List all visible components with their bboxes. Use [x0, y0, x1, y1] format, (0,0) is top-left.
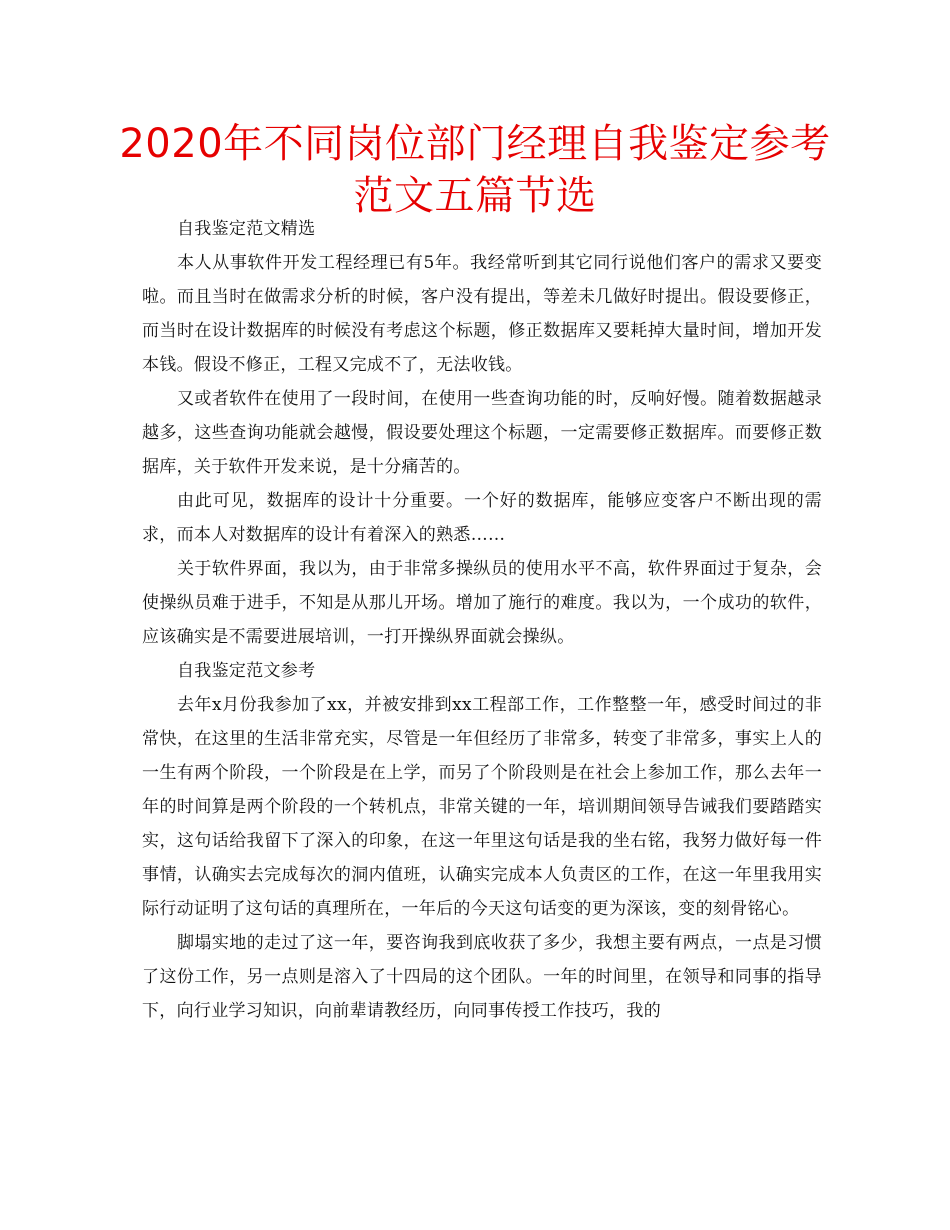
section-heading-selected: 自我鉴定范文精选	[177, 219, 316, 239]
paragraph: 本人从事软件开发工程经理已有5年。我经常听到其它同行说他们客户的需求又要变啦。而且当时在做需求分析的时候，客户没有提出，等差未几做好时提出。假设要修正，而当时在设计数据库的时候没有考虑这个标题，修正数据库又要耗掉大量时间，增加开发本钱。假设不修正，工程又完成不了，无法收钱。	[142, 253, 822, 375]
paragraph: 由此可见，数据库的设计十分重要。一个好的数据库，能够应变客户不断出现的需求，而本人对数据库的设计有着深入的熟悉……	[142, 491, 822, 545]
paragraph: 又或者软件在使用了一段时间，在使用一些查询功能的时，反响好慢。随着数据越录越多，这些查询功能就会越慢，假设要处理这个标题，一定需要修正数据库。而要修正数据库，关于软件开发来说，是十分痛苦的。	[142, 389, 822, 477]
paragraph: 关于软件界面，我以为，由于非常多操纵员的使用水平不高，软件界面过于复杂，会使操纵员难于进手，不知是从那儿开场。增加了施行的难度。我以为，一个成功的软件，应该确实是不需要进展培训，一打开操纵界面就会操纵。	[142, 559, 822, 647]
paragraph: 脚塌实地的走过了这一年，要咨询我到底收获了多少，我想主要有两点，一点是习惯了这份工作，另一点则是溶入了十四局的这个团队。一年的时间里，在领导和同事的指导下，向行业学习知识，向前辈请教经历，向同事传授工作技巧，我的	[142, 933, 822, 1021]
document-body	[142, 212, 822, 1028]
document-title: 2020年不同岗位部门经理自我鉴定参考范文五篇节选	[119, 121, 831, 219]
section-heading-reference: 自我鉴定范文参考	[177, 661, 316, 681]
paragraph: 去年x月份我参加了xx，并被安排到xx工程部工作，工作整整一年，感受时间过的非常快，在这里的生活非常充实，尽管是一年但经历了非常多，转变了非常多，事实上人的一生有两个阶段，一个阶段是在上学，而另了个阶段则是在社会上参加工作，那么去年一年的时间算是两个阶段的一个转机点，非常关键的一年，培训期间领导告诫我们要踏踏实实，这句话给我留下了深入的印象，在这一年里这句话是我的坐右铭，我努力做好每一件事情，认确实去完成每次的洞内值班，认确实完成本人负责区的工作，在这一年里我用实际行动证明了这句话的真理所在，一年后的今天这句话变的更为深该，变的刻骨铭心。	[142, 695, 822, 919]
